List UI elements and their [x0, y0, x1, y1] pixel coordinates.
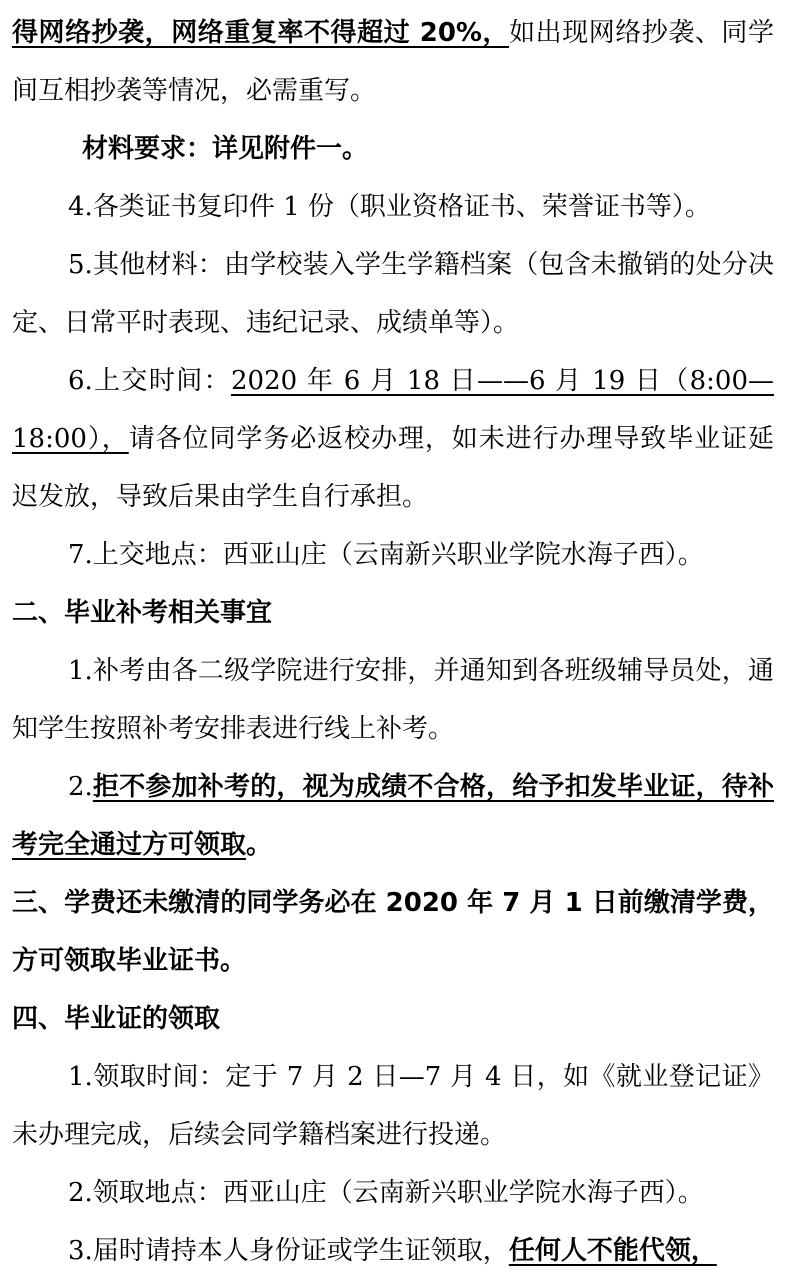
no-proxy-rule: 任何人不能代领，: [508, 1236, 717, 1266]
paragraph-submit-time: [12, 352, 774, 526]
collection-id-text: 3.届时请持本人身份证或学生证领取，: [68, 1236, 509, 1266]
paragraph-plagiarism: [12, 4, 774, 120]
paragraph-collection-location: 2.领取地点：西亚山庄（云南新兴职业学院水海子西）。: [68, 1178, 704, 1208]
submit-time-rest: 请各位同学务必返校办理，如未进行办理导致毕业证延迟发放，导致后果由学生自行承担。: [12, 424, 774, 512]
makeup-refusal-number: 2.: [68, 772, 93, 802]
material-requirements: 材料要求：详见附件一。: [82, 134, 369, 164]
plagiarism-rest: 如出现网络抄袭、同学间互相抄袭等情况，必需重写。: [12, 18, 774, 106]
submit-time-label: 6.上交时间：: [68, 366, 231, 396]
paragraph-collection-time: 1.领取时间：定于 7 月 2 日—7 月 4 日，如《就业登记证》未办理完成，后续会同学籍档案进行投递。: [12, 1062, 774, 1150]
paragraph-makeup-refusal: [12, 758, 774, 874]
heading-tuition: 三、学费还未缴清的同学务必在 2020 年 7 月 1 日前缴清学费，方可领取毕业证书。: [12, 888, 774, 976]
makeup-refusal-period: 。: [246, 830, 273, 860]
paragraph-other-materials: 5.其他材料：由学校装入学生学籍档案（包含未撤销的处分决定、日常平时表现、违纪记录、成绩单等）。: [12, 250, 774, 338]
paragraph-submit-location: 7.上交地点：西亚山庄（云南新兴职业学院水海子西）。: [68, 540, 704, 570]
submit-time-dates: 2020 年 6 月 18 日——6 月 19 日（8:00—18:00），: [12, 366, 774, 454]
makeup-refusal-rule: 拒不参加补考的，视为成绩不合格，给予扣发毕业证，待补考完全通过方可领取: [12, 772, 774, 860]
paragraph-collection-id: [12, 1222, 774, 1280]
paragraph-makeup-arrangement: 1.补考由各二级学院进行安排，并通知到各班级辅导员处，通知学生按照补考安排表进行线上补考。: [12, 656, 774, 744]
heading-makeup-exam: 二、毕业补考相关事宜: [12, 598, 273, 628]
heading-certificate-collection: 四、毕业证的领取: [12, 1004, 221, 1034]
paragraph-certificates: 4.各类证书复印件 1 份（职业资格证书、荣誉证书等）。: [68, 192, 711, 222]
plagiarism-rule: 得网络抄袭，网络重复率不得超过 20%，: [12, 18, 510, 48]
